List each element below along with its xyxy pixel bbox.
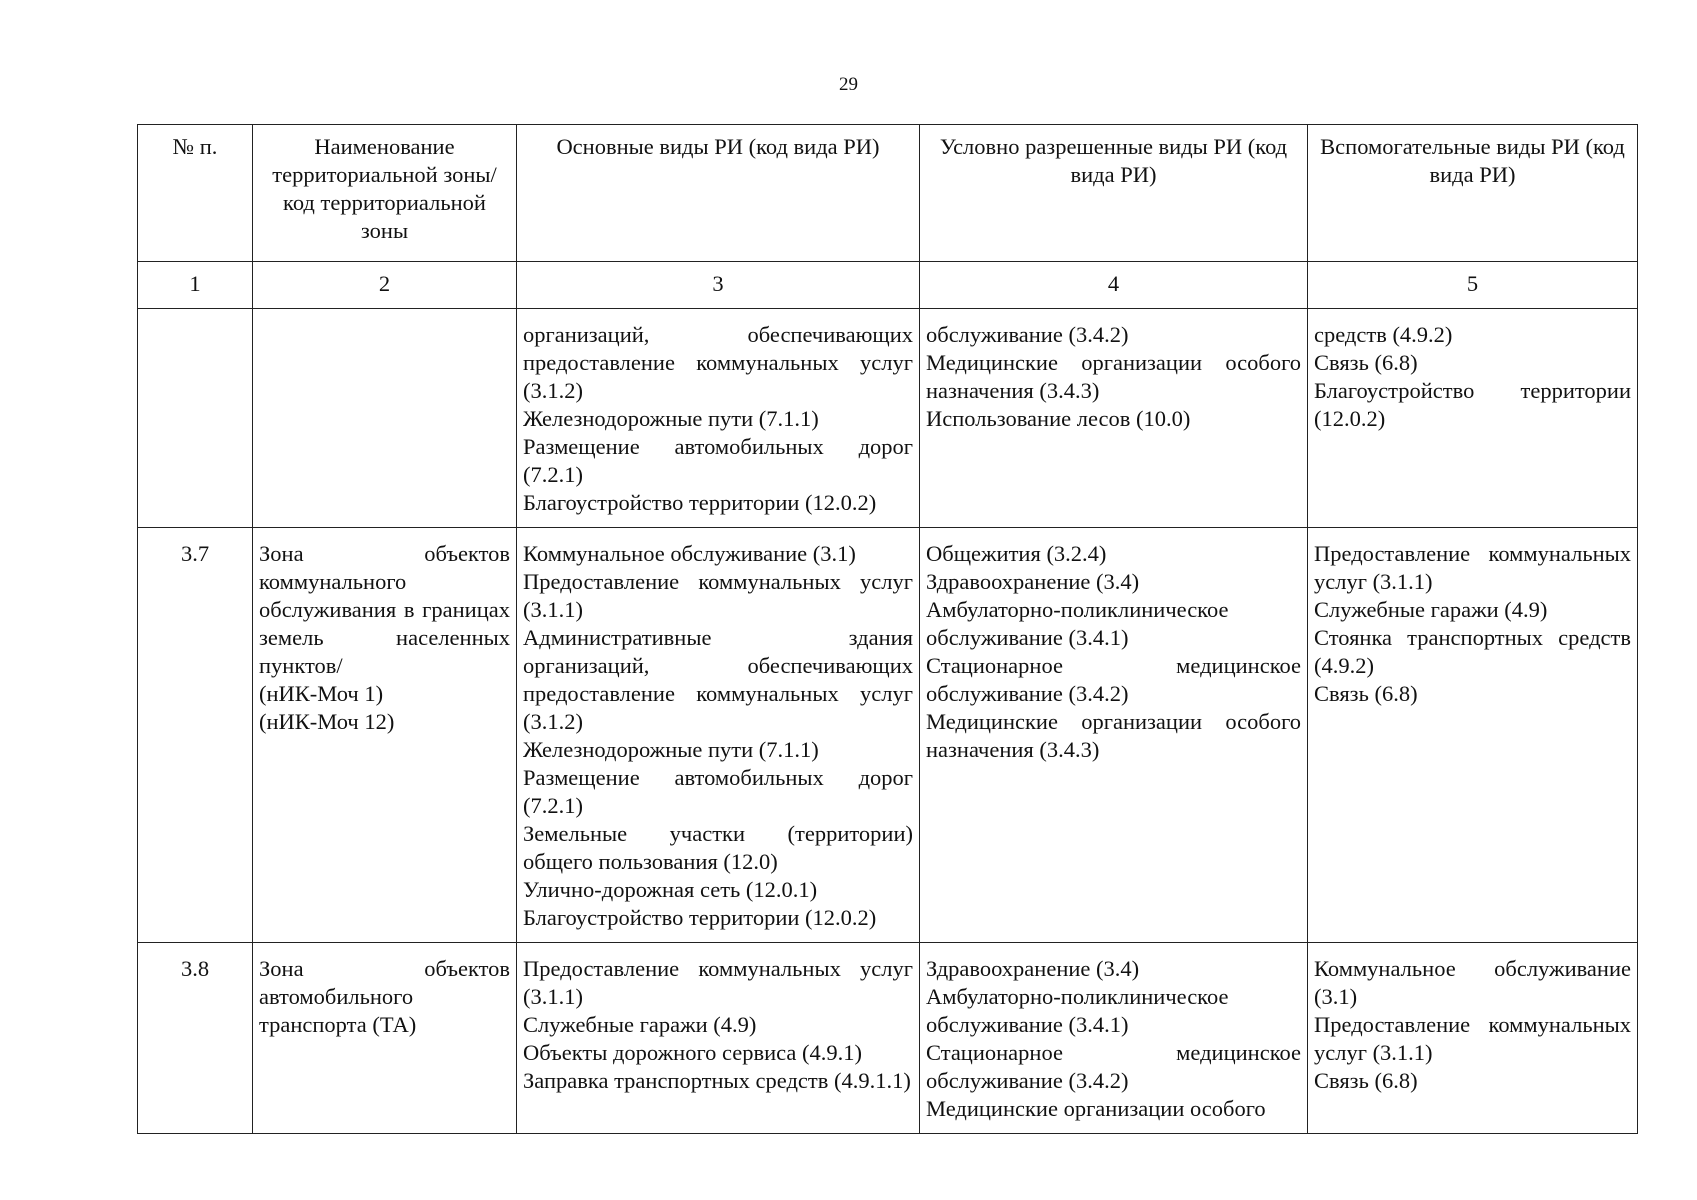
cell-line: Административные здания организаций, обеспечивающих предоставление коммунальных услуг (3.1.2) xyxy=(523,625,913,734)
column-number: 2 xyxy=(253,262,517,309)
auxiliary-uses-cell xyxy=(1308,943,1638,1134)
table-row xyxy=(138,943,1638,1134)
conditional-uses-cell xyxy=(920,528,1308,943)
cell-line: Земельные участки (территории) общего пользования (12.0) xyxy=(523,821,913,874)
main-uses-cell xyxy=(517,943,920,1134)
page-number: 29 xyxy=(839,74,858,95)
column-number: 3 xyxy=(517,262,920,309)
table-row xyxy=(138,528,1638,943)
column-number: 5 xyxy=(1308,262,1638,309)
cell-line: Медицинские организации особого назначения (3.4.3) xyxy=(926,350,1301,403)
cell-line: Служебные гаражи (4.9) xyxy=(523,1012,757,1037)
header-main-uses: Основные виды РИ (код вида РИ) xyxy=(517,125,920,262)
cell-line: Служебные гаражи (4.9) xyxy=(1314,597,1548,622)
cell-line: Размещение автомобильных дорог (7.2.1) xyxy=(523,765,913,818)
cell-line: Коммунальное обслуживание (3.1) xyxy=(1314,956,1631,1009)
cell-line: Железнодорожные пути (7.1.1) xyxy=(523,737,819,762)
column-number: 1 xyxy=(138,262,253,309)
cell-line: Использование лесов (10.0) xyxy=(926,406,1191,431)
cell-line: Здравоохранение (3.4) xyxy=(926,956,1140,981)
row-number xyxy=(138,528,253,943)
cell-line: средств (4.9.2) xyxy=(1314,322,1453,347)
main-uses-cell xyxy=(517,309,920,528)
cell-line: организаций, обеспечивающих предоставление коммунальных услуг (3.1.2) xyxy=(523,322,913,403)
table-row xyxy=(138,309,1638,528)
cell-line: Медицинские организации особого назначения (3.4.3) xyxy=(926,709,1301,762)
cell-line: (нИК-Моч 12) xyxy=(259,709,395,734)
conditional-uses-cell xyxy=(920,943,1308,1134)
header-conditional-uses: Условно разрешенные виды РИ (код вида РИ) xyxy=(920,125,1308,262)
cell-line: Связь (6.8) xyxy=(1314,681,1418,706)
cell-line: Здравоохранение (3.4) xyxy=(926,569,1140,594)
cell-line: Железнодорожные пути (7.1.1) xyxy=(523,406,819,431)
cell-line: 3.7 xyxy=(180,541,210,566)
cell-line: Предоставление коммунальных услуг (3.1.1) xyxy=(523,569,913,622)
cell-line: Связь (6.8) xyxy=(1314,350,1418,375)
cell-line: Коммунальное обслуживание (3.1) xyxy=(523,541,856,566)
row-number xyxy=(138,943,253,1134)
cell-line: Объекты дорожного сервиса (4.9.1) xyxy=(523,1040,863,1065)
cell-line: Размещение автомобильных дорог (7.2.1) xyxy=(523,434,913,487)
header-row xyxy=(138,125,1638,262)
cell-line: Медицинские организации особого xyxy=(926,1096,1266,1121)
cell-line: Улично-дорожная сеть (12.0.1) xyxy=(523,877,818,902)
row-number xyxy=(138,309,253,528)
main-uses-cell xyxy=(517,528,920,943)
cell-line: Стоянка транспортных средств (4.9.2) xyxy=(1314,625,1631,678)
cell-line: Стационарное медицинское обслуживание (3.4.2) xyxy=(926,653,1301,706)
auxiliary-uses-cell xyxy=(1308,528,1638,943)
cell-line: Амбулаторно-поликлиническое обслуживание (3.4.1) xyxy=(926,597,1229,650)
conditional-uses-cell xyxy=(920,309,1308,528)
cell-line: Зона объектов коммунального обслуживания в границах земель населенных пунктов/ xyxy=(259,541,510,678)
zone-name-cell xyxy=(253,309,517,528)
header-auxiliary-uses: Вспомогательные виды РИ (код вида РИ) xyxy=(1308,125,1638,262)
cell-line: Предоставление коммунальных услуг (3.1.1) xyxy=(523,956,913,1009)
auxiliary-uses-cell xyxy=(1308,309,1638,528)
header-zone-name: Наименование территориальной зоны/код территориальной зоны xyxy=(253,125,517,262)
cell-line: обслуживание (3.4.2) xyxy=(926,322,1129,347)
cell-line: Предоставление коммунальных услуг (3.1.1) xyxy=(1314,1012,1631,1065)
cell-line: Благоустройство территории (12.0.2) xyxy=(523,905,877,930)
cell-line: Амбулаторно-поликлиническое обслуживание (3.4.1) xyxy=(926,984,1229,1037)
column-numbers-row xyxy=(138,262,1638,309)
cell-line: Предоставление коммунальных услуг (3.1.1) xyxy=(1314,541,1631,594)
cell-line: Стационарное медицинское обслуживание (3.4.2) xyxy=(926,1040,1301,1093)
cell-line: Общежития (3.2.4) xyxy=(926,541,1107,566)
cell-line: 3.8 xyxy=(180,956,210,981)
column-number: 4 xyxy=(920,262,1308,309)
cell-line: Связь (6.8) xyxy=(1314,1068,1418,1093)
zone-name-cell xyxy=(253,943,517,1134)
cell-line: (нИК-Моч 1) xyxy=(259,681,384,706)
header-number: № п. xyxy=(138,125,253,262)
cell-line: Благоустройство территории (12.0.2) xyxy=(1314,378,1631,431)
zoning-table xyxy=(137,124,1638,1134)
cell-line: Заправка транспортных средств (4.9.1.1) xyxy=(523,1068,911,1093)
cell-line: Благоустройство территории (12.0.2) xyxy=(523,490,877,515)
zone-name-cell xyxy=(253,528,517,943)
cell-line: Зона объектов автомобильного транспорта (ТА) xyxy=(259,956,510,1037)
